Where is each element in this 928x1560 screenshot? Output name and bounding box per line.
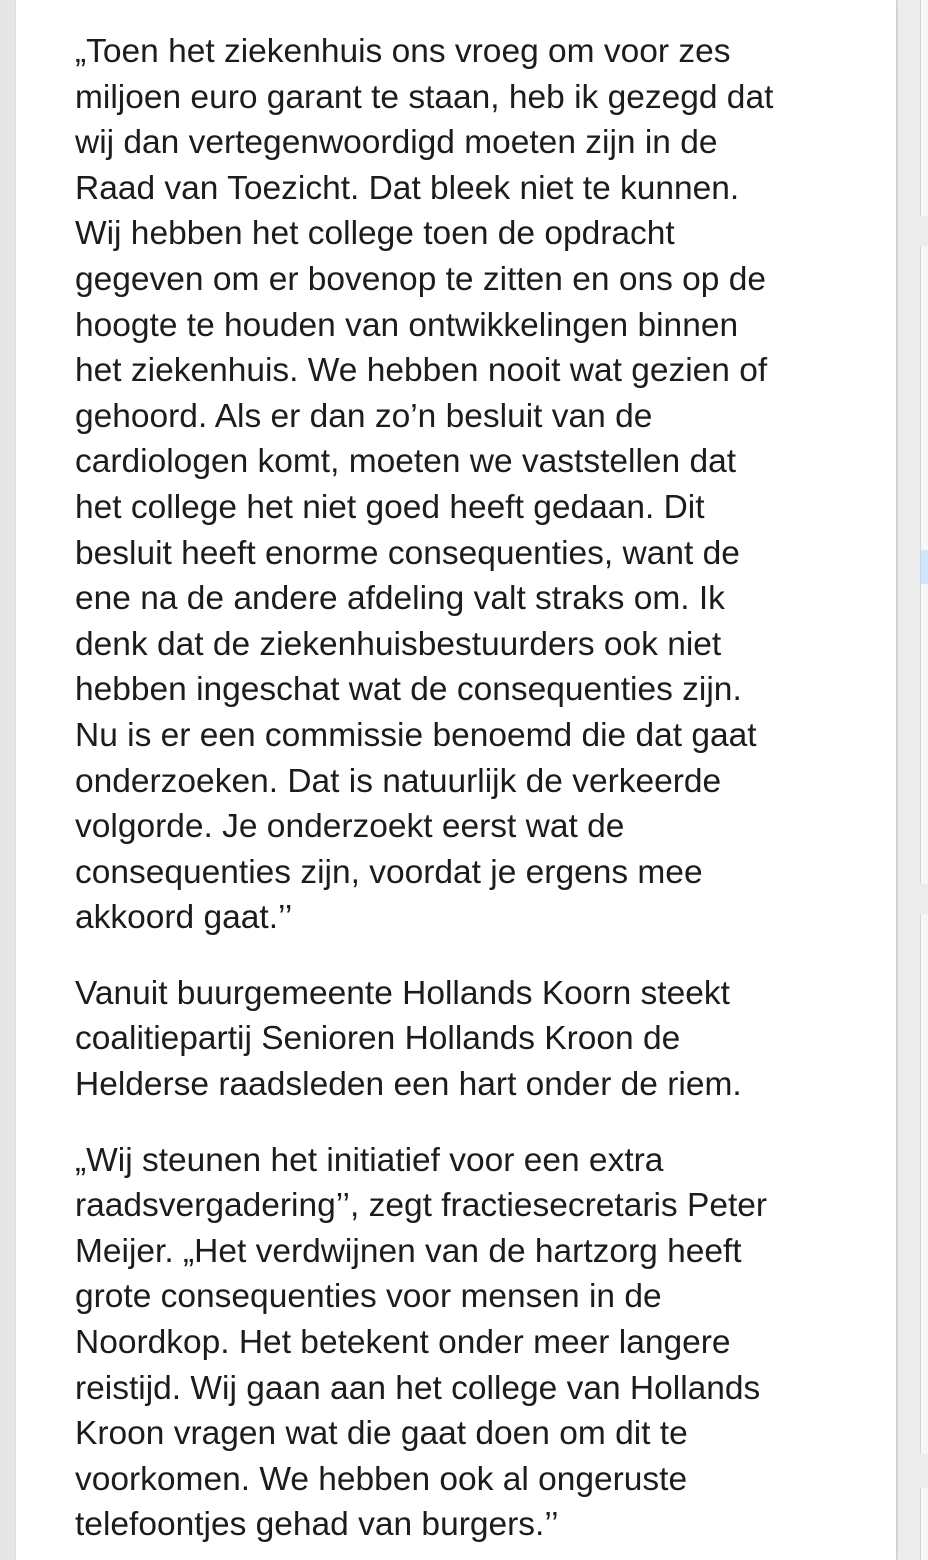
left-page-margin — [0, 0, 16, 1560]
adjacent-card-highlight — [920, 550, 928, 584]
adjacent-card-edge — [920, 914, 928, 1454]
adjacent-card-edge — [920, 246, 928, 550]
adjacent-card-edge — [920, 1488, 928, 1560]
quote-paragraph-peter-meijer: „Wij steunen het initiatief voor een extra raadsvergadering’’, zegt fractiesecretaris Peter Meijer. „Het verdwijnen van de hartzorg heeft grote consequenties voor mensen in de Noordkop. Het betekent onder meer langere reistijd. Wij gaan aan het college van Hollands Kroon vragen wat die gaat doen om dit te voorkomen. We hebben ook al ongeruste telefoontjes gehad van burgers.’’ — [75, 1141, 768, 1544]
paragraph-hollands-kroon: Vanuit buurgemeente Hollands Koorn steekt coalitiepartij Senioren Hollands Kroon de Helderse raadsleden een hart onder de riem. — [75, 974, 742, 1104]
article-body — [75, 29, 875, 1548]
quote-paragraph-raadslid: „Toen het ziekenhuis ons vroeg om voor zes miljoen euro garant te staan, heb ik gezegd dat wij dan vertegenwoordigd moeten zijn in de Raad van Toezicht. Dat bleek niet te kunnen. Wij hebben het college toen de opdracht gegeven om er bovenop te zitten en ons op de hoogte te houden van ontwikkelingen binnen het ziekenhuis. We hebben nooit wat gezien of gehoord. Als er dan zo’n besluit van de cardiologen komt, moeten we vaststellen dat het college het niet goed heeft gedaan. Dit besluit heeft enorme consequenties, want de ene na de andere afdeling valt straks om. Ik denk dat de ziekenhuisbestuurders ook niet hebben ingeschat wat de consequenties zijn. Nu is er een commissie benoemd die dat gaat onderzoeken. Dat is natuurlijk de verkeerde volgorde. Je onderzoekt eerst wat de consequenties zijn, voordat je ergens mee akkoord gaat.’’ — [75, 33, 774, 937]
adjacent-card-edge — [920, 0, 928, 216]
adjacent-card-edge — [920, 584, 928, 884]
